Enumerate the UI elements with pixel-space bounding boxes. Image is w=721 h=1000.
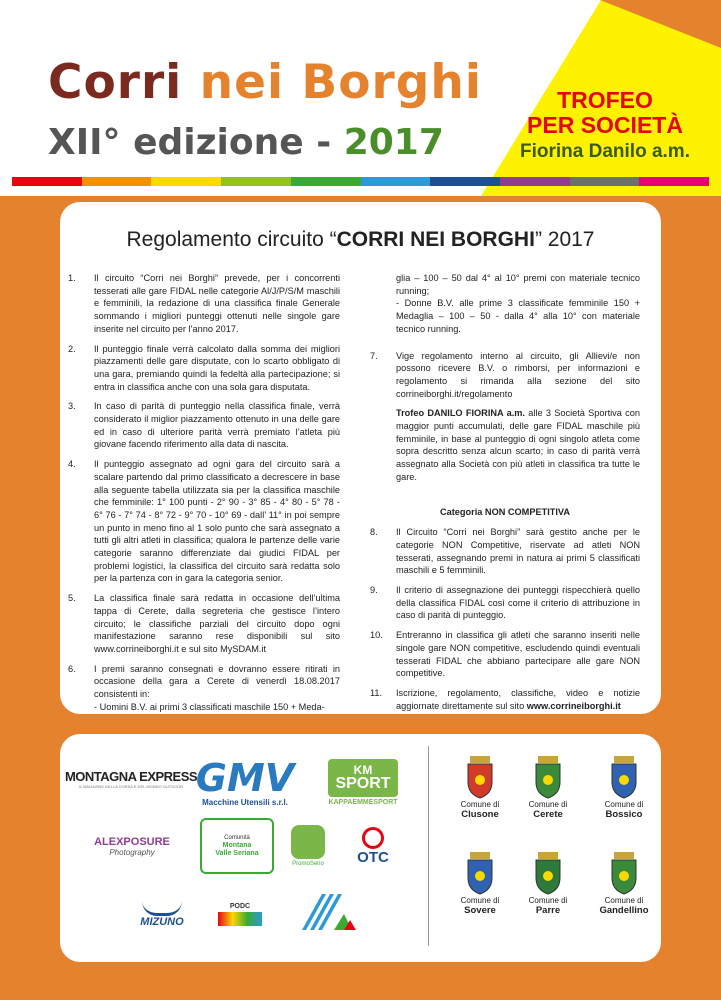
comune-name: Cerete <box>533 809 563 820</box>
trofeo-text: alle 3 Società Sportiva con maggior punti accumulati, delle gare FIDAL maschile più femminile, in base al punteggio di ogni singolo atleta come sopra descritto senza alcun scarto; in caso di parità verrà assegnato alla Società con più atleti in classifica tra tutte le gare. <box>396 408 640 482</box>
edition-title <box>48 122 444 163</box>
rule-item-11 <box>370 687 640 712</box>
montagna-sub: IL MAGAZINE DELLA CORSA E DEL MONDO OUTDOOR <box>78 784 184 789</box>
rule-item-1 <box>68 272 340 336</box>
item-text: Vige regolamento interno al circuito, gli Allievi/e non possono ricevere B.V. o rimborsi, per informazioni e regolamento si rimanda alla sezione del sito corrineiborghi.it/regolamento <box>396 350 640 399</box>
color-stripe <box>12 177 82 186</box>
right-items <box>370 526 640 680</box>
color-stripe <box>500 177 570 186</box>
color-stripe <box>639 177 709 186</box>
item-number: 1. <box>68 273 76 283</box>
comune-name: Gandellino <box>599 905 649 916</box>
non-competitiva-title: Categoria NON COMPETITIVA <box>440 506 570 517</box>
rule-item-5 <box>68 592 340 656</box>
regolamento-title <box>60 228 661 252</box>
comune-label: Comune di <box>460 800 500 809</box>
comune-label: Comune di <box>528 800 568 809</box>
mizuno-swoosh <box>142 901 182 916</box>
item-number: 6. <box>68 663 76 674</box>
mizuno-label: MIZUNO <box>140 915 184 928</box>
comune-cerete <box>508 756 588 820</box>
comunita-line2: Montana <box>222 841 252 849</box>
fidal-logo <box>292 890 362 934</box>
promoserio-badge <box>291 825 325 859</box>
title-part2: nei Borghi <box>199 55 482 110</box>
rule-item-10 <box>370 629 640 680</box>
comune-label: Comune di <box>604 800 644 809</box>
color-stripe <box>570 177 640 186</box>
montagna-express-logo <box>64 764 198 794</box>
otc-label: OTC <box>357 848 389 866</box>
coat-of-arms-icon <box>464 756 496 796</box>
kappaemme-badge <box>328 759 398 797</box>
title-suffix: ” 2017 <box>534 228 595 251</box>
otc-logo <box>346 820 400 872</box>
color-stripe <box>221 177 291 186</box>
alexposure-label: ALEXPOSURE <box>94 835 170 848</box>
comune-name: Clusone <box>461 809 499 820</box>
comune-label: Comune di <box>460 896 500 905</box>
item-text: Entreranno in classifica gli atleti che saranno inseriti nelle singole gare NON competitive, escludendo quindi eventuali tesserati FIDAL che abbiano partecipare alle gare NON competitive. <box>396 630 640 679</box>
comune-name: Parre <box>535 905 561 916</box>
comunita-montana-logo <box>200 818 274 874</box>
item-text: I premi saranno consegnati e dovranno essere ritirati in occasione della gara a Cerete di venerdì 18.08.2017 consistenti in: - Uomini B.V. ai primi 3 classificati maschile 150 + Meda- <box>94 663 340 712</box>
trofeo-sponsor: Fiorina Danilo a.m. <box>520 141 690 162</box>
trofeo-line2: PER SOCIETÀ <box>527 112 683 138</box>
alexposure-logo <box>82 826 182 866</box>
right-column <box>370 272 640 719</box>
podc-colors <box>218 912 262 926</box>
main-title <box>48 55 482 110</box>
item-number: 7. <box>370 350 378 361</box>
item-number: 9. <box>370 585 378 596</box>
regolamento-card <box>60 202 661 714</box>
alexposure-sub: Photography <box>109 847 155 857</box>
trofeo-paragraph <box>396 407 640 483</box>
item-text: Il punteggio assegnato ad ogni gara del circuito sarà a scalare partendo dal primo classificato a decrescere in base alla seguente tabella utilizzata sia per la classifica maschile che femminile: 1° 100 punti - 2° 90 - 3° 85 - 4° 80 - 5° 78 - 6° 76 - 7° 74 - 8° 72 - 9° 70 - 10° 69 - dall’ 11° in poi sempre un punto in meno fino al 1 solo punto che sarà assegnato a tutti gli altri atleti in classifica; qualora le partenze delle varie categorie saranno differenziate dai giudici FIDAL per problemi logistici, la classifica del circuito sarà redatta solo per la partenza con in gara la categoria senior. <box>94 459 340 584</box>
kappaemme-top: KM <box>353 762 373 777</box>
rule-item-8 <box>370 526 640 577</box>
montagna-text <box>65 769 197 784</box>
trofeo-title <box>505 88 705 138</box>
coat-of-arms-icon <box>532 852 564 892</box>
title-part1: Corri <box>48 55 200 110</box>
trofeo-bold: Trofeo DANILO FIORINA a.m. <box>396 408 525 419</box>
edition-year: 2017 <box>343 122 444 163</box>
item6-continuation: glia – 100 – 50 dal 4° al 10° premi con materiale tecnico running; - Donne B.V. alle prime 3 classificate femminile 150 + Medaglia – 100 – 50 - dalla 4° alla 10° con materiale tecnico running. <box>396 273 640 334</box>
item-text: La classifica finale sarà redatta in occasione dell’ultima tappa di Cerete, dalla segreteria che gestisce l’intero circuito; le classifiche parziali del circuito dopo ogni manifestazione saranno rese disponibili sul sito www.corrineiborghi.it e sul sito MySDAM.it <box>94 593 340 654</box>
comunita-line1: Comunità <box>224 834 250 841</box>
sponsors-panel <box>60 734 661 962</box>
item-number: 3. <box>68 401 76 412</box>
comune-name: Bossico <box>605 809 643 820</box>
kappaemme-sub: KAPPAEMMESPORT <box>328 798 398 806</box>
item-text: Il criterio di assegnazione dei punteggi rispecchierà quello della classifica FIDAL così come il criterio di attribuzione in caso di parità di punteggio. <box>396 585 640 621</box>
color-stripes <box>12 177 709 186</box>
coat-of-arms-icon <box>532 756 564 796</box>
color-stripe <box>291 177 361 186</box>
rule-item-6 <box>68 663 340 714</box>
rule-item-4 <box>68 458 340 585</box>
edition-label: XII° edizione - <box>48 122 344 163</box>
sponsors-divider <box>428 746 429 946</box>
item-text: Il circuito “Corri nei Borghi” prevede, per i concorrenti tesserati alle gare FIDAL nelle categorie Al/J/P/S/M maschili e femminili, la redazione di una classifica finale Generale sommando i migliori punteggi ottenuti nelle singole gare inserite nel circuito per l’anno 2017. <box>94 273 340 334</box>
item-number: 8. <box>370 527 378 538</box>
promoserio-logo <box>286 820 330 872</box>
kappaemme-logo <box>318 752 408 812</box>
kappaemme-label: SPORT <box>335 774 391 792</box>
promoserio-label: PromoSerio <box>292 861 324 867</box>
rule-item-7 <box>370 350 640 401</box>
montagna-label: MONTAGNA EXPRESS <box>64 769 198 784</box>
item-number: 11. <box>370 687 383 698</box>
podc-label: PODC <box>229 902 251 910</box>
item-text: In caso di parità di punteggio nella classifica finale, verrà considerato il miglior piazzamento ottenuto in una delle gare ed in caso di ulteriore parità verrà premiato l’atleta più giovane facendo riferimento alla data di nascita. <box>94 401 340 450</box>
gmv-logo <box>195 752 295 812</box>
fidal-stripes-icon <box>292 890 362 934</box>
left-column <box>68 272 340 721</box>
comune-bossico <box>584 756 664 820</box>
item11-text: Iscrizione, regolamento, classifiche, video e notizie aggiornate direttamente sul sito <box>396 687 640 711</box>
comune-parre <box>508 852 588 916</box>
trofeo-line1: TROFEO <box>557 87 653 113</box>
item-number: 10. <box>370 630 383 641</box>
rule-item-9 <box>370 584 640 622</box>
item-text: Il Circuito “Corri nei Borghi” sarà gestito anche per le categorie NON Competitive, riservate ad atleti NON tesserati, assegnando premi in natura ai primi 5 classificati maschili e 5 femminili. <box>396 527 640 576</box>
website-link[interactable]: www.corrineiborghi.it <box>526 700 621 711</box>
rule-item-3 <box>68 400 340 451</box>
item-number: 5. <box>68 593 76 604</box>
otc-ring <box>362 827 384 849</box>
comune-label: Comune di <box>604 896 644 905</box>
coat-of-arms-icon <box>464 852 496 892</box>
title-prefix: Regolamento circuito “ <box>126 228 337 251</box>
podc-logo <box>210 894 270 934</box>
comune-gandellino <box>584 852 664 916</box>
gmv-label: GMV <box>195 755 295 800</box>
color-stripe <box>361 177 431 186</box>
title-bold: CORRI NEI BORGHI <box>336 228 535 251</box>
item-text: Il punteggio finale verrà calcolato dalla somma dei migliori piazzamenti delle gare disputate, con lo scarto obbligato di una gara, premiando quindi la fedeltà alla partecipazione; si entra in classifica anche con una sola gara disputata. <box>94 343 340 392</box>
item-number: 2. <box>68 343 76 354</box>
color-stripe <box>430 177 500 186</box>
mizuno-logo <box>126 894 198 934</box>
coat-of-arms-icon <box>608 756 640 796</box>
color-stripe <box>151 177 221 186</box>
comune-label: Comune di <box>528 896 568 905</box>
comune-name: Sovere <box>464 905 496 916</box>
color-stripe <box>82 177 152 186</box>
item-number: 4. <box>68 459 76 470</box>
rule-item-2 <box>68 343 340 394</box>
comunita-line3: Valle Seriana <box>215 849 259 857</box>
gmv-sub: Macchine Utensili s.r.l. <box>202 797 288 807</box>
coat-of-arms-icon <box>608 852 640 892</box>
item-text <box>396 687 640 712</box>
